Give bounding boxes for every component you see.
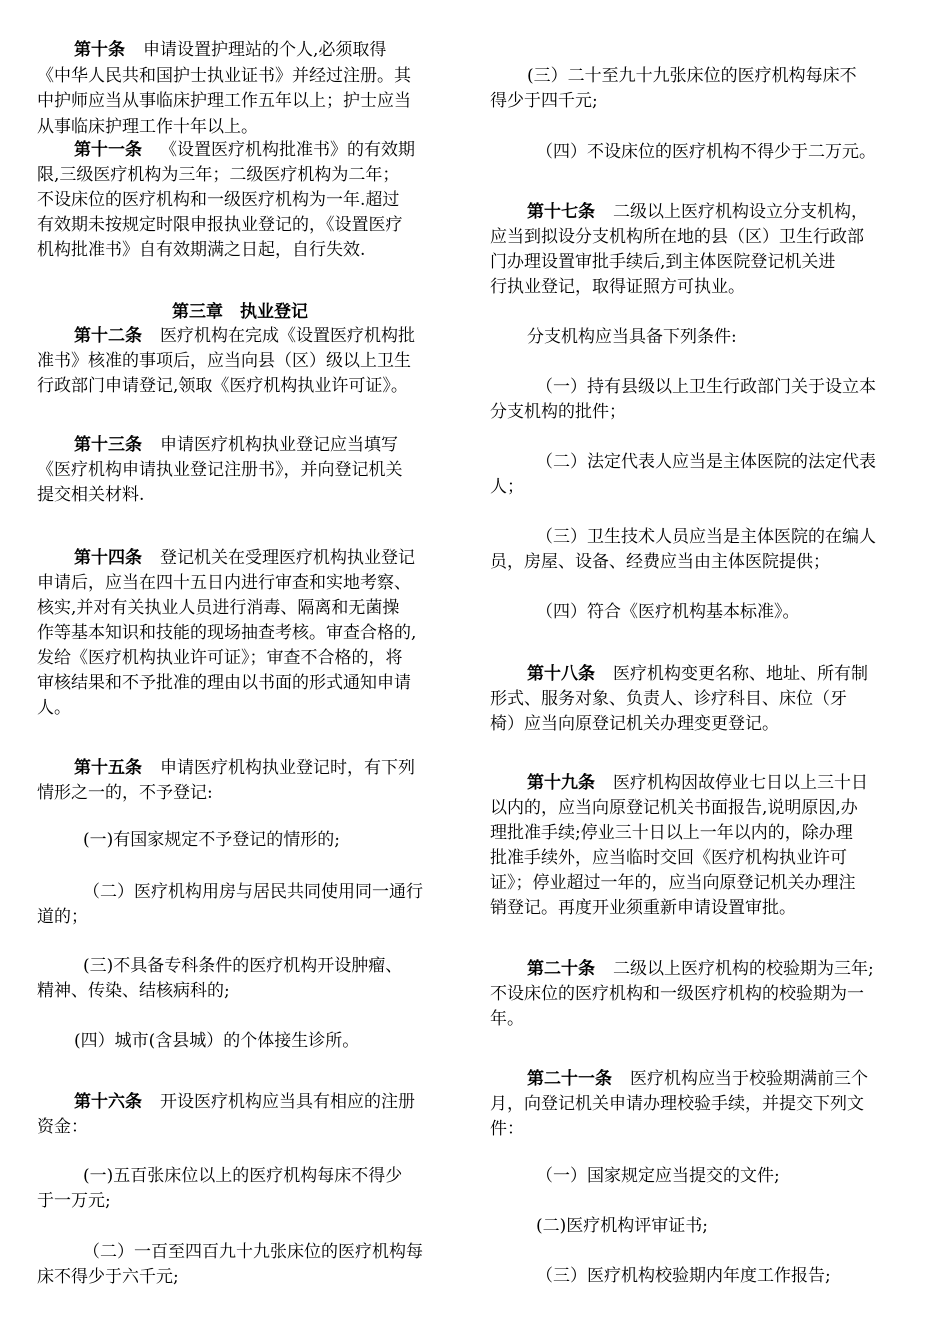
- text-line: [527, 957, 874, 981]
- article-heading: 第二十条: [527, 959, 595, 979]
- text-line: [37, 349, 411, 373]
- paragraph-text: 申请设置护理站的个人,必须取得: [143, 40, 387, 60]
- text-line: [490, 821, 853, 845]
- paragraph-text: 件：: [490, 1119, 524, 1139]
- paragraph-text: 医疗机构在完成《设置医疗机构批: [160, 326, 415, 346]
- paragraph-text: 申请后，应当在四十五日内进行审查和实地考察、: [37, 573, 411, 593]
- paragraph-text: 月，向登记机关申请办理校验手续，并提交下列文: [490, 1094, 864, 1114]
- text-line: [490, 400, 626, 424]
- paragraph-text: 《设置医疗机构批准书》的有效期: [160, 140, 415, 160]
- paragraph-text: (四）城市(含县城）的个体接生诊所。: [74, 1031, 360, 1051]
- paragraph-text: （三）医疗机构校验期内年度工作报告;: [536, 1266, 831, 1286]
- text-line: [74, 756, 415, 780]
- paragraph-text: 批准手续外，应当临时交回《医疗机构执业许可: [490, 848, 847, 868]
- paragraph-text: 床不得少于六千元;: [37, 1267, 179, 1287]
- text-line: [490, 250, 835, 274]
- text-line: [37, 1265, 179, 1289]
- paragraph-text: 发给《医疗机构执业许可证》；审查不合格的，将: [37, 648, 403, 668]
- text-line: [527, 325, 737, 349]
- paragraph-text: 分支机构应当具备下列条件:: [527, 327, 737, 347]
- paragraph-text: (二)医疗机构评审证书;: [536, 1216, 708, 1236]
- paragraph-text: 行执业登记，取得证照方可执业。: [490, 277, 745, 297]
- text-line: [37, 1189, 111, 1213]
- text-line: [37, 115, 258, 139]
- text-line: [490, 275, 745, 299]
- text-line: [74, 1090, 415, 1114]
- text-line: [83, 828, 340, 852]
- paragraph-text: (三）二十至九十九张床位的医疗机构每床不: [527, 66, 857, 86]
- text-line: [37, 1115, 88, 1139]
- paragraph-text: 申请医疗机构执业登记应当填写: [160, 435, 398, 455]
- text-line: [527, 1067, 868, 1091]
- text-line: [83, 1240, 423, 1264]
- paragraph-text: （二）法定代表人应当是主体医院的法定代表: [536, 452, 876, 472]
- paragraph-text: 椅）应当向原登记机关办理变更登记。: [490, 714, 779, 734]
- paragraph-text: 于一万元;: [37, 1191, 111, 1211]
- text-line: [74, 1029, 359, 1053]
- text-line: [37, 458, 403, 482]
- paragraph-text: 审核结果和不予批准的理由以书面的形式通知申请: [37, 673, 411, 693]
- paragraph-text: 销登记。再度开业须重新申请设置审批。: [490, 898, 796, 918]
- paragraph-text: 二级以上医疗机构的校验期为三年;: [613, 959, 874, 979]
- paragraph-text: 准书》核准的事项后，应当向县（区）级以上卫生: [37, 351, 411, 371]
- paragraph-text: 以内的，应当向原登记机关书面报告,说明原因,办: [490, 798, 858, 818]
- text-line: [490, 712, 779, 736]
- paragraph-text: (一)五百张床位以上的医疗机构每床不得少: [83, 1166, 403, 1186]
- text-line: [37, 781, 213, 805]
- text-line: [74, 433, 398, 457]
- paragraph-text: （一）国家规定应当提交的文件;: [536, 1166, 780, 1186]
- text-line: [536, 600, 800, 624]
- text-line: [37, 696, 71, 720]
- text-line: [536, 1264, 831, 1288]
- text-line: [37, 483, 144, 507]
- text-line: [490, 796, 858, 820]
- paragraph-text: 医疗机构变更名称、地址、所有制: [613, 664, 868, 684]
- paragraph-text: 门办理设置审批手续后,到主体医院登记机关进: [490, 252, 836, 272]
- text-line: [490, 225, 864, 249]
- paragraph-text: 应当到拟设分支机构所在地的县（区）卫生行政部: [490, 227, 864, 247]
- paragraph-text: 《医疗机构申请执业登记注册书》，并向登记机关: [37, 460, 403, 480]
- text-line: [37, 64, 411, 88]
- paragraph-text: 员，房屋、设备、经费应当由主体医院提供；: [490, 552, 830, 572]
- text-line: [37, 979, 230, 1003]
- text-line: [536, 525, 876, 549]
- paragraph-text: （四）不设床位的医疗机构不得少于二万元。: [536, 142, 876, 162]
- paragraph-text: 登记机关在受理医疗机构执业登记: [160, 548, 415, 568]
- paragraph-text: 中护师应当从事临床护理工作五年以上；护士应当: [37, 91, 411, 111]
- paragraph-text: 《中华人民共和国护士执业证书》并经过注册。其: [37, 66, 411, 86]
- text-line: [490, 1117, 524, 1141]
- text-line: [527, 662, 868, 686]
- paragraph-text: 作等基本知识和技能的现场抽查考核。审查合格的,: [37, 623, 417, 643]
- article-heading: 第十条: [74, 40, 125, 60]
- paragraph-text: 精神、传染、结核病科的;: [37, 981, 230, 1001]
- text-line: [490, 687, 847, 711]
- text-line: [37, 89, 411, 113]
- paragraph-text: （二）医疗机构用房与居民共同使用同一通行: [83, 882, 423, 902]
- text-line: [536, 1164, 780, 1188]
- paragraph-text: （二）一百至四百九十九张床位的医疗机构每: [83, 1242, 423, 1262]
- text-line: [490, 896, 796, 920]
- text-line: [37, 905, 88, 929]
- text-line: [37, 646, 403, 670]
- paragraph-text: （一）持有县级以上卫生行政部门关于设立本: [536, 377, 876, 397]
- text-line: [490, 1092, 864, 1116]
- text-line: [37, 596, 399, 620]
- article-heading: 第十一条: [74, 140, 142, 160]
- text-line: [74, 38, 386, 62]
- paragraph-text: 年。: [490, 1009, 524, 1029]
- text-line: [536, 450, 876, 474]
- article-heading: 第十九条: [527, 773, 595, 793]
- text-line: [490, 475, 524, 499]
- paragraph-text: 行政部门申请登记,领取《医疗机构执业许可证》。: [37, 376, 408, 396]
- text-line: [490, 89, 598, 113]
- text-line: [527, 64, 857, 88]
- text-line: [83, 880, 423, 904]
- paragraph-text: （四）符合《医疗机构基本标准》。: [536, 602, 800, 622]
- article-heading: 第十七条: [527, 202, 595, 222]
- paragraph-text: 开设医疗机构应当具有相应的注册: [160, 1092, 415, 1112]
- paragraph-text: 从事临床护理工作十年以上。: [37, 117, 258, 137]
- paragraph-text: 医疗机构应当于校验期满前三个: [630, 1069, 868, 1089]
- paragraph-text: 申请医疗机构执业登记时，有下列: [160, 758, 415, 778]
- paragraph-text: 分支机构的批件；: [490, 402, 626, 422]
- text-line: [37, 238, 365, 262]
- article-heading: 第十四条: [74, 548, 142, 568]
- text-line: [37, 621, 416, 645]
- text-line: [527, 200, 868, 224]
- paragraph-text: 限,三级医疗机构为三年；二级医疗机构为二年；: [37, 165, 400, 185]
- text-line: [74, 546, 415, 570]
- paragraph-text: 形式、服务对象、负责人、诊疗科目、床位（牙: [490, 689, 847, 709]
- paragraph-text: 道的；: [37, 907, 88, 927]
- paragraph-text: 证》；停业超过一年的，应当向原登记机关办理注: [490, 873, 856, 893]
- text-line: [527, 771, 868, 795]
- chapter-heading: 第三章 执业登记: [172, 302, 308, 322]
- paragraph-text: 情形之一的，不予登记:: [37, 783, 213, 803]
- article-heading: 第二十一条: [527, 1069, 612, 1089]
- paragraph-text: 医疗机构因故停业七日以上三十日: [613, 773, 868, 793]
- text-line: [74, 324, 415, 348]
- paragraph-text: (三)不具备专科条件的医疗机构开设肿瘤、: [83, 956, 403, 976]
- paragraph-text: （三）卫生技术人员应当是主体医院的在编人: [536, 527, 876, 547]
- paragraph-text: 提交相关材料.: [37, 485, 145, 505]
- paragraph-text: 人。: [37, 698, 71, 718]
- paragraph-text: 资金：: [37, 1117, 88, 1137]
- text-line: [74, 138, 415, 162]
- text-line: [83, 954, 402, 978]
- text-line: [37, 163, 399, 187]
- paragraph-text: (一)有国家规定不予登记的情形的;: [83, 830, 340, 850]
- text-line: [490, 1007, 524, 1031]
- text-line: [37, 188, 399, 212]
- article-heading: 第十六条: [74, 1092, 142, 1112]
- text-line: [490, 846, 847, 870]
- paragraph-text: 理批准手续;停业三十日以上一年以内的，除办理: [490, 823, 853, 843]
- paragraph-text: 人；: [490, 477, 524, 497]
- text-line: [37, 213, 403, 237]
- article-heading: 第十三条: [74, 435, 142, 455]
- paragraph-text: 机构批准书》自有效期满之日起，自行失效.: [37, 240, 366, 260]
- article-heading: 第十二条: [74, 326, 142, 346]
- text-line: [37, 374, 408, 398]
- article-heading: 第十五条: [74, 758, 142, 778]
- text-line: [37, 671, 411, 695]
- text-line: [490, 871, 856, 895]
- text-line: [172, 300, 308, 324]
- paragraph-text: 不设床位的医疗机构和一级医疗机构的校验期为一: [490, 984, 864, 1004]
- text-line: [536, 140, 876, 164]
- paragraph-text: 核实,并对有关执业人员进行消毒、隔离和无菌操: [37, 598, 400, 618]
- text-line: [490, 982, 864, 1006]
- paragraph-text: 得少于四千元;: [490, 91, 598, 111]
- article-heading: 第十八条: [527, 664, 595, 684]
- paragraph-text: 不设床位的医疗机构和一级医疗机构为一年.超过: [37, 190, 400, 210]
- text-line: [37, 571, 411, 595]
- text-line: [83, 1164, 402, 1188]
- paragraph-text: 有效期未按规定时限申报执业登记的，《设置医疗: [37, 215, 403, 235]
- paragraph-text: 二级以上医疗机构设立分支机构，: [613, 202, 868, 222]
- text-line: [536, 375, 876, 399]
- text-line: [536, 1214, 708, 1238]
- text-line: [490, 550, 830, 574]
